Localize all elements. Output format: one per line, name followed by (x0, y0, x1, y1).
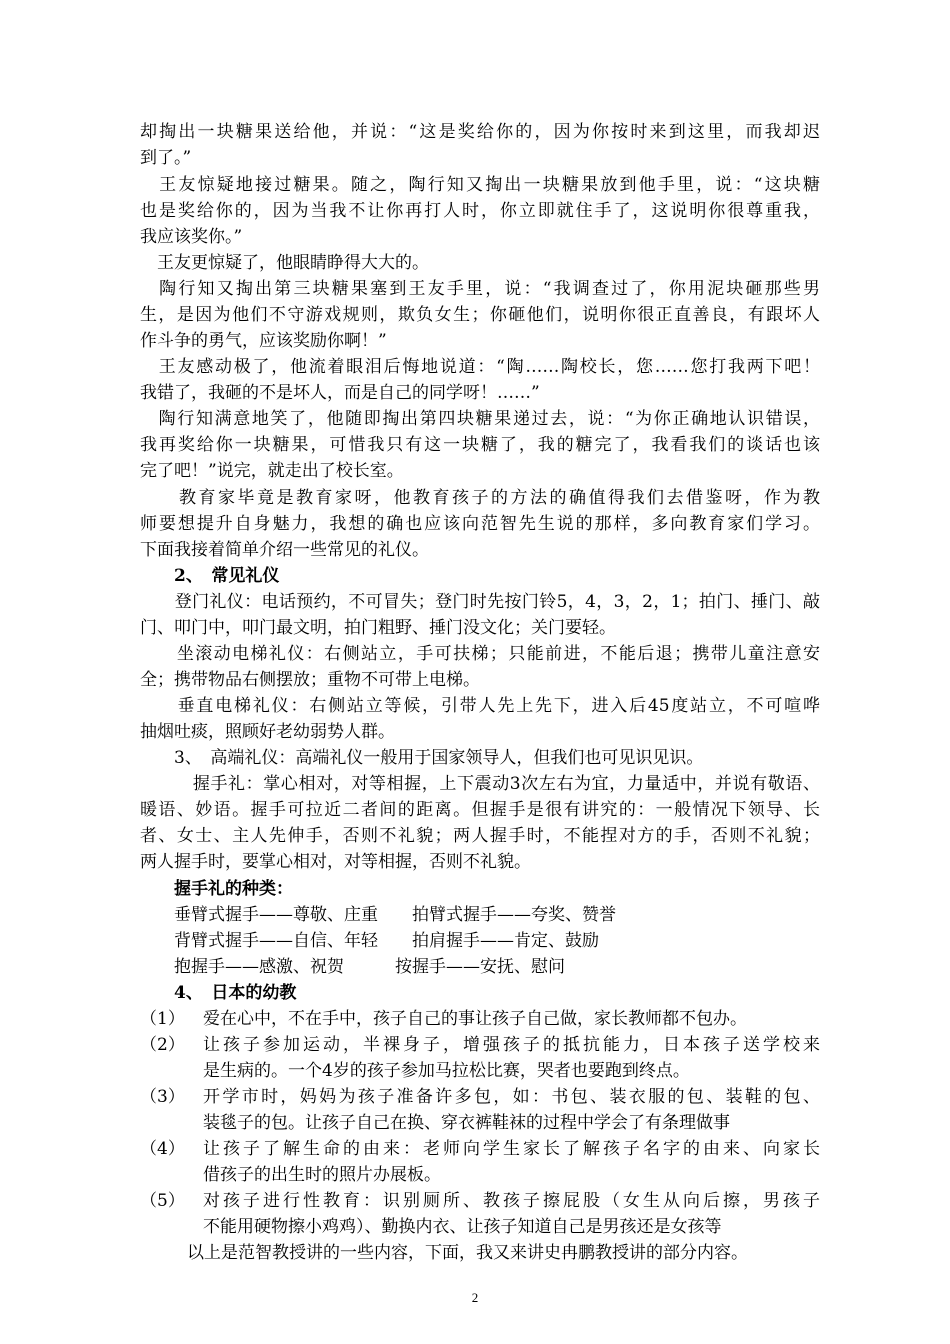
paragraph-line: 全；携带物品右侧摆放；重物不可带上电梯。 (140, 670, 480, 690)
paragraph-line: 陶行知满意地笑了，他随即掏出第四块糖果递过去，说：“为你正确地认识错误， (140, 409, 820, 429)
paragraph-line: 握手礼：掌心相对，对等相握，上下震动3次左右为宜，力量适中，并说有敬语、 (140, 774, 820, 794)
list-item: 装毯子的包。让孩子自己在换、穿衣裤鞋袜的过程中学会了有条理做事 (203, 1113, 730, 1133)
section-heading: 2、 常见礼仪 (140, 566, 280, 586)
section-heading: 3、 高端礼仪：高端礼仪一般用于国家领导人，但我们也可见识见识。 (140, 748, 704, 768)
paragraph-line: 登门礼仪：电话预约，不可冒失；登门时先按门铃5，4，3，2，1；拍门、捶门、敲 (140, 592, 820, 612)
paragraph-line: 我错了，我砸的不是坏人，而是自己的同学呀！……” (140, 383, 540, 403)
paragraph-line: 作斗争的勇气，应该奖励你啊！” (140, 331, 387, 351)
list-item: 让孩子参加运动，半裸身子，增强孩子的抵抗能力，日本孩子送学校来 (203, 1035, 820, 1055)
paragraph-line: 暖语、妙语。握手可拉近二者间的距离。但握手是很有讲究的：一般情况下领导、长 (140, 800, 820, 820)
paragraph-line: 抽烟吐痰，照顾好老幼弱势人群。 (140, 722, 395, 742)
paragraph-line: 陶行知又掏出第三块糖果塞到王友手里，说：“我调查过了，你用泥块砸那些男 (140, 279, 820, 299)
paragraph-line: 我应该奖你。” (140, 227, 243, 247)
list-item: 借孩子的出生时的照片办展板。 (203, 1165, 441, 1185)
list-item: 不能用硬物擦小鸡鸡）、勤换内衣、让孩子知道自己是男孩还是女孩等 (203, 1217, 722, 1237)
paragraph-line: 也是奖给你的，因为当我不让你再打人时，你立即就住手了，这说明你很尊重我， (140, 201, 820, 221)
paragraph-line: 门、叩门中，叩门最文明，拍门粗野、捶门没文化；关门要轻。 (140, 618, 616, 638)
paragraph-line: 生，是因为他们不守游戏规则，欺负女生；你砸他们，说明你很正直善良，有跟坏人 (140, 305, 820, 325)
item-number: （2） (140, 1035, 185, 1055)
list-line: 垂臂式握手——尊敬、庄重 拍臂式握手——夸奖、赞誉 (140, 905, 616, 925)
item-number: （4） (140, 1139, 185, 1159)
list-line: 背臂式握手——自信、年轻 拍肩握手——肯定、鼓励 (140, 931, 599, 951)
paragraph-line: 者、女士、主人先伸手，否则不礼貌；两人握手时，不能捏对方的手，否则不礼貌； (140, 826, 820, 846)
paragraph-line: 我再奖给你一块糖果，可惜我只有这一块糖了，我的糖完了，我看我们的谈话也该 (140, 435, 820, 455)
paragraph-line: 王友感动极了，他流着眼泪后悔地说道：“陶……陶校长，您……您打我两下吧！ (140, 357, 820, 377)
list-item: 爱在心中，不在手中，孩子自己的事让孩子自己做，家长教师都不包办。 (203, 1009, 747, 1029)
paragraph-line: 师要想提升自身魅力，我想的确也应该向范智先生说的那样，多向教育家们学习。 (140, 514, 820, 534)
page-number: 2 (471, 1290, 479, 1305)
list-item: 对孩子进行性教育：识别厕所、教孩子擦屁股（女生从向后擦，男孩子 (203, 1191, 820, 1211)
paragraph-line: 王友更惊疑了，他眼睛睁得大大的。 (140, 253, 429, 273)
list-line: 抱握手——感激、祝贺 按握手——安抚、慰问 (140, 957, 565, 977)
paragraph-line: 下面我接着简单介绍一些常见的礼仪。 (140, 540, 429, 560)
item-number: （5） (140, 1191, 185, 1211)
paragraph-line: 垂直电梯礼仪：右侧站立等候，引带人先上先下，进入后45度站立，不可喧哗 (140, 696, 820, 716)
paragraph-line: 坐滚动电梯礼仪：右侧站立，手可扶梯；只能前进，不能后退；携带儿童注意安 (140, 644, 820, 664)
paragraph-line: 以上是范智教授讲的一些内容，下面，我又来讲史冉鹏教授讲的部分内容。 (170, 1243, 748, 1263)
paragraph-line: 完了吧！”说完，就走出了校长室。 (140, 461, 404, 481)
paragraph-line: 王友惊疑地接过糖果。随之，陶行知又掏出一块糖果放到他手里，说：“这块糖 (140, 175, 820, 195)
paragraph-line: 教育家毕竟是教育家呀，他教育孩子的方法的确值得我们去借鉴呀，作为教 (140, 488, 820, 508)
item-number: （1） (140, 1009, 185, 1029)
list-item: 是生病的。一个4岁的孩子参加马拉松比赛，哭者也要跑到终点。 (203, 1061, 690, 1081)
paragraph-line: 两人握手时，要掌心相对，对等相握，否则不礼貌。 (140, 852, 531, 872)
paragraph-line: 到了。” (140, 148, 192, 168)
paragraph-line: 却掏出一块糖果送给他，并说：“这是奖给你的，因为你按时来到这里，而我却迟 (140, 122, 820, 142)
subheading: 握手礼的种类： (140, 879, 293, 899)
list-item: 开学市时，妈妈为孩子准备许多包，如：书包、装衣服的包、装鞋的包、 (203, 1087, 820, 1107)
item-number: （3） (140, 1087, 185, 1107)
section-heading: 4、 日本的幼教 (140, 983, 297, 1003)
list-item: 让孩子了解生命的由来：老师向学生家长了解孩子名字的由来、向家长 (203, 1139, 820, 1159)
